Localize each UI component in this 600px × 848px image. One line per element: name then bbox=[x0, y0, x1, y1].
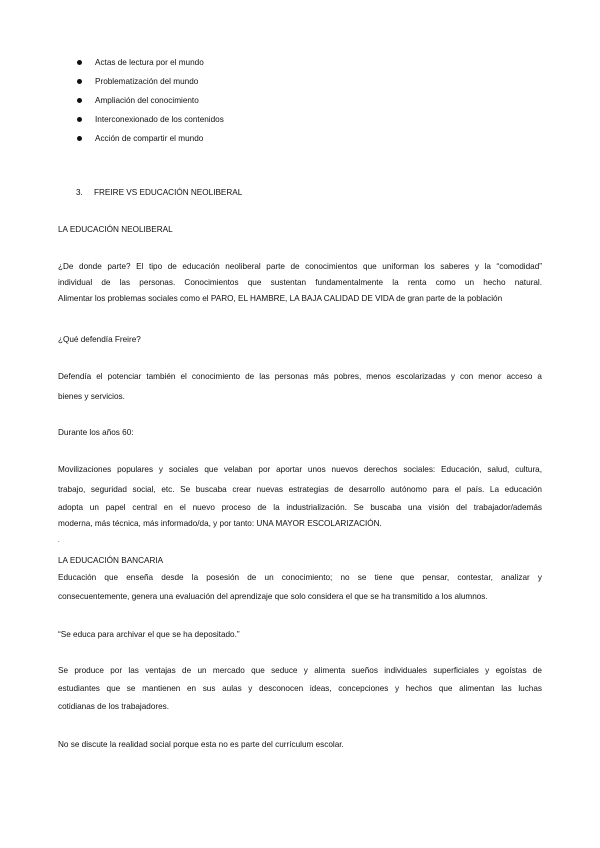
paragraph-defended bbox=[58, 369, 542, 405]
paragraph-line: adopta un papel central en el nuevo proceso de la industrialización. Se buscaba una visión del trabajador/además bbox=[58, 503, 542, 512]
list-item bbox=[76, 93, 224, 112]
list-item-text: Ampliación del conocimiento bbox=[95, 96, 199, 105]
paragraph-line: individual de las personas. Conocimientos que sustentan fundamentalmente la renta como un hecho natural. bbox=[58, 278, 542, 287]
paragraph-line: cotidianas de los trabajadores. bbox=[58, 702, 170, 711]
list-item-text: Problematización del mundo bbox=[95, 77, 199, 86]
bullet-icon bbox=[77, 98, 82, 103]
list-item bbox=[76, 74, 224, 93]
list-item-text: Actas de lectura por el mundo bbox=[95, 58, 204, 67]
bullet-icon bbox=[77, 117, 82, 122]
bullet-icon bbox=[77, 79, 82, 84]
bullet-list bbox=[76, 55, 224, 150]
paragraph-line: estudiantes que se mantienen en sus aulas y desconocen ideas, concepciones y hechos que alimentan las luchas bbox=[58, 684, 542, 693]
paragraph-line: moderna, más técnica, más informado/da, y por tanto: UNA MAYOR ESCOLARIZACIÓN. bbox=[58, 519, 382, 528]
question-freire: ¿Qué defendía Freire? bbox=[58, 335, 141, 344]
section-title: FREIRE VS EDUCACIÓN NEOLIBERAL bbox=[94, 188, 243, 197]
paragraph-sixties bbox=[58, 462, 542, 532]
neoliberal-heading: LA EDUCACIÓN NEOLIBERAL bbox=[58, 225, 173, 234]
list-item bbox=[76, 55, 224, 74]
paragraph-origin bbox=[58, 259, 542, 307]
paragraph-line: Defendía el potenciar también el conocimiento de las personas más pobres, menos escolarizadas y con menor acceso a bbox=[58, 372, 542, 381]
banking-heading: LA EDUCACIÓN BANCARIA bbox=[58, 556, 164, 565]
paragraph-line: Educación que enseña desde la posesión de un conocimiento; no se tiene que pensar, contestar, analizar y bbox=[58, 573, 542, 582]
paragraph-line: Alimentar los problemas sociales como el PARO, EL HAMBRE, LA BAJA CALIDAD DE VIDA de gran parte de la población bbox=[58, 294, 503, 303]
paragraph-line: ¿De donde parte? El tipo de educación neoliberal parte de conocimientos que uniforman los saberes y la “comodidad” bbox=[58, 262, 542, 271]
list-item bbox=[76, 131, 224, 150]
list-item-text: Acción de compartir el mundo bbox=[95, 134, 204, 143]
section-heading bbox=[76, 185, 242, 201]
paragraph-line: trabajo, seguridad social, etc. Se buscaba crear nuevas estrategias de desarrollo autónomo para el país. La educación bbox=[58, 485, 542, 494]
list-item bbox=[76, 112, 224, 131]
paragraph-banking bbox=[58, 570, 542, 605]
sixties-heading: Durante los años 60: bbox=[58, 428, 134, 437]
section-number: 3. bbox=[76, 188, 83, 197]
quote: “Se educa para archivar el que se ha depositado.” bbox=[58, 630, 240, 639]
bullet-icon bbox=[77, 60, 82, 65]
paragraph-line: bienes y servicios. bbox=[58, 392, 125, 401]
list-item-text: Interconexionado de los contenidos bbox=[95, 115, 224, 124]
paragraph-market bbox=[58, 663, 542, 715]
paragraph-line: consecuentemente, genera una evaluación del aprendizaje que solo considera el que se ha transmitido a los alumnos. bbox=[58, 592, 488, 601]
paragraph-final: No se discute la realidad social porque esta no es parte del currículum escolar. bbox=[58, 740, 344, 749]
paragraph-line: Se produce por las ventajas de un mercado que seduce y alimenta sueños individuales superficiales y egoístas de bbox=[58, 666, 542, 675]
bullet-icon bbox=[77, 136, 82, 141]
stray-dot: . bbox=[58, 538, 60, 544]
paragraph-line: Movilizaciones populares y sociales que velaban por aportar unos nuevos derechos sociales: Educación, salud, cultura, bbox=[58, 465, 542, 474]
